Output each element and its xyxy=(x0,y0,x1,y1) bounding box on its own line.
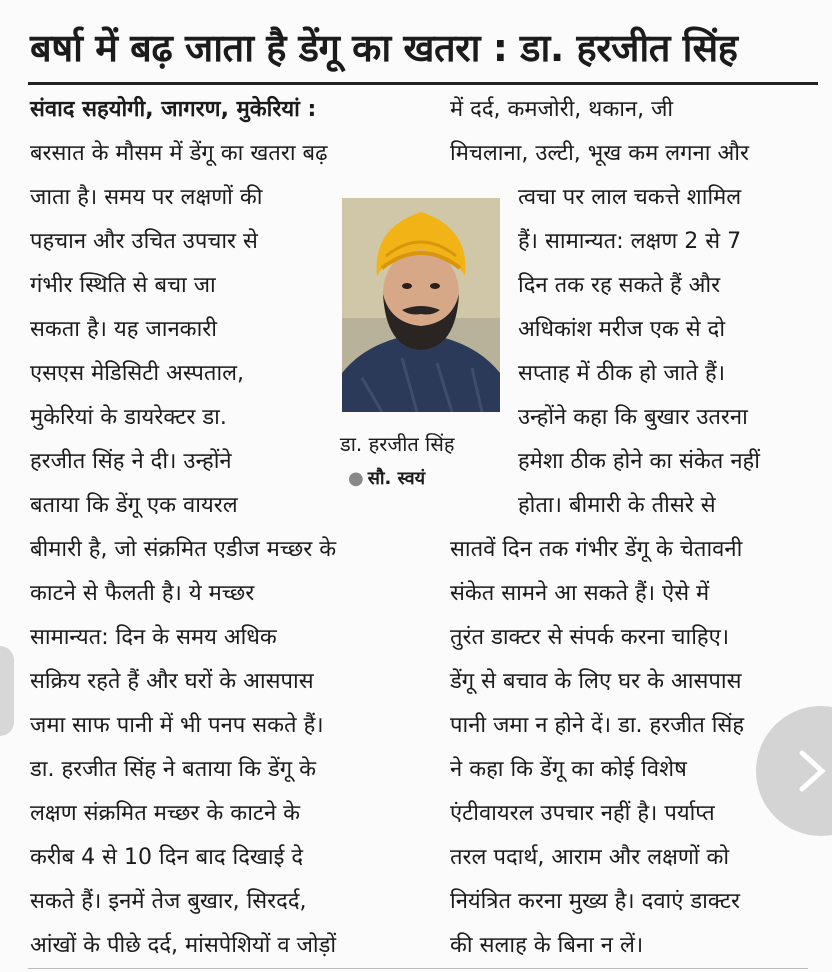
right-line: एंटीवायरल उपचार नहीं है। पर्याप्त xyxy=(450,801,715,826)
right-line: दिन तक रह सकते हैं और xyxy=(518,273,721,298)
headline: बर्षा में बढ़ जाता है डेंगू का खतरा : डा. हरजीत सिंह xyxy=(30,26,738,70)
right-line: ने कहा कि डेंगू का कोई विशेष xyxy=(450,757,687,782)
left-line: काटने से फैलती है। ये मच्छर xyxy=(30,581,255,606)
right-line: की सलाह के बिना न लें। xyxy=(450,933,644,958)
headline-divider xyxy=(28,82,818,85)
bullet-icon: ● xyxy=(348,468,364,489)
left-line: डा. हरजीत सिंह ने बताया कि डेंगू के xyxy=(30,757,317,782)
left-line: हरजीत सिंह ने दी। उन्होंने xyxy=(30,449,232,474)
right-line: सप्ताह में ठीक हो जाते हैं। xyxy=(518,361,726,386)
bottom-divider xyxy=(28,968,808,969)
right-line: उन्होंने कहा कि बुखार उतरना xyxy=(518,405,748,430)
right-line: तुरंत डाक्टर से संपर्क करना चाहिए। xyxy=(450,625,730,650)
right-line: त्वचा पर लाल चकत्ते शामिल xyxy=(518,185,742,210)
left-line: एसएस मेडिसिटी अस्पताल, xyxy=(30,361,245,386)
photo-caption: डा. हरजीत सिंह xyxy=(340,432,455,456)
previous-edge-handle[interactable] xyxy=(0,646,14,736)
chevron-right-icon xyxy=(796,749,828,793)
portrait-photo xyxy=(342,198,500,412)
right-line: संकेत सामने आ सकते हैं। ऐसे में xyxy=(450,581,710,606)
right-line: पानी जमा न होने दें। डा. हरजीत सिंह xyxy=(450,713,745,738)
right-line: हमेशा ठीक होने का संकेत नहीं xyxy=(518,449,760,474)
photo-credit xyxy=(348,466,425,490)
right-line: तरल पदार्थ, आराम और लक्षणों को xyxy=(450,845,730,870)
left-line: सकते हैं। इनमें तेज बुखार, सिरदर्द, xyxy=(30,889,307,914)
left-line: गंभीर स्थिति से बचा जा xyxy=(30,273,216,298)
left-line: सक्रिय रहते हैं और घरों के आसपास xyxy=(30,669,314,694)
left-line: बताया कि डेंगू एक वायरल xyxy=(30,493,238,518)
left-line: जमा साफ पानी में भी पनप सकते हैं। xyxy=(30,713,324,738)
right-line: में दर्द, कमजोरी, थकान, जी xyxy=(450,97,674,122)
byline: संवाद सहयोगी, जागरण, मुकेरियां : xyxy=(30,97,317,122)
left-line: मुकेरियां के डायरेक्टर डा. xyxy=(30,405,227,430)
right-line: अधिकांश मरीज एक से दो xyxy=(518,317,726,342)
left-line: लक्षण संक्रमित मच्छर के काटने के xyxy=(30,801,301,826)
next-button[interactable] xyxy=(756,706,832,836)
left-line: करीब 4 से 10 दिन बाद दिखाई दे xyxy=(30,845,304,870)
right-line: डेंगू से बचाव के लिए घर के आसपास xyxy=(450,669,742,694)
portrait-illustration xyxy=(342,198,500,412)
right-line: सातवें दिन तक गंभीर डेंगू के चेतावनी xyxy=(450,537,743,562)
left-line: बीमारी है, जो संक्रमित एडीज मच्छर के xyxy=(30,537,337,562)
left-line: जाता है। समय पर लक्षणों की xyxy=(30,185,263,210)
photo-credit-text: सौ. स्वयं xyxy=(367,468,426,489)
right-line: हैं। सामान्यत: लक्षण 2 से 7 xyxy=(518,229,742,254)
right-line: नियंत्रित करना मुख्य है। दवाएं डाक्टर xyxy=(450,889,740,914)
left-line: पहचान और उचित उपचार से xyxy=(30,229,258,254)
left-line: सकता है। यह जानकारी xyxy=(30,317,217,342)
left-line: बरसात के मौसम में डेंगू का खतरा बढ़ xyxy=(30,141,328,166)
right-line: मिचलाना, उल्टी, भूख कम लगना और xyxy=(450,141,749,166)
left-line: आंखों के पीछे दर्द, मांसपेशियों व जोड़ों xyxy=(30,933,337,958)
left-line: सामान्यत: दिन के समय अधिक xyxy=(30,625,277,650)
right-line: होता। बीमारी के तीसरे से xyxy=(518,493,716,518)
